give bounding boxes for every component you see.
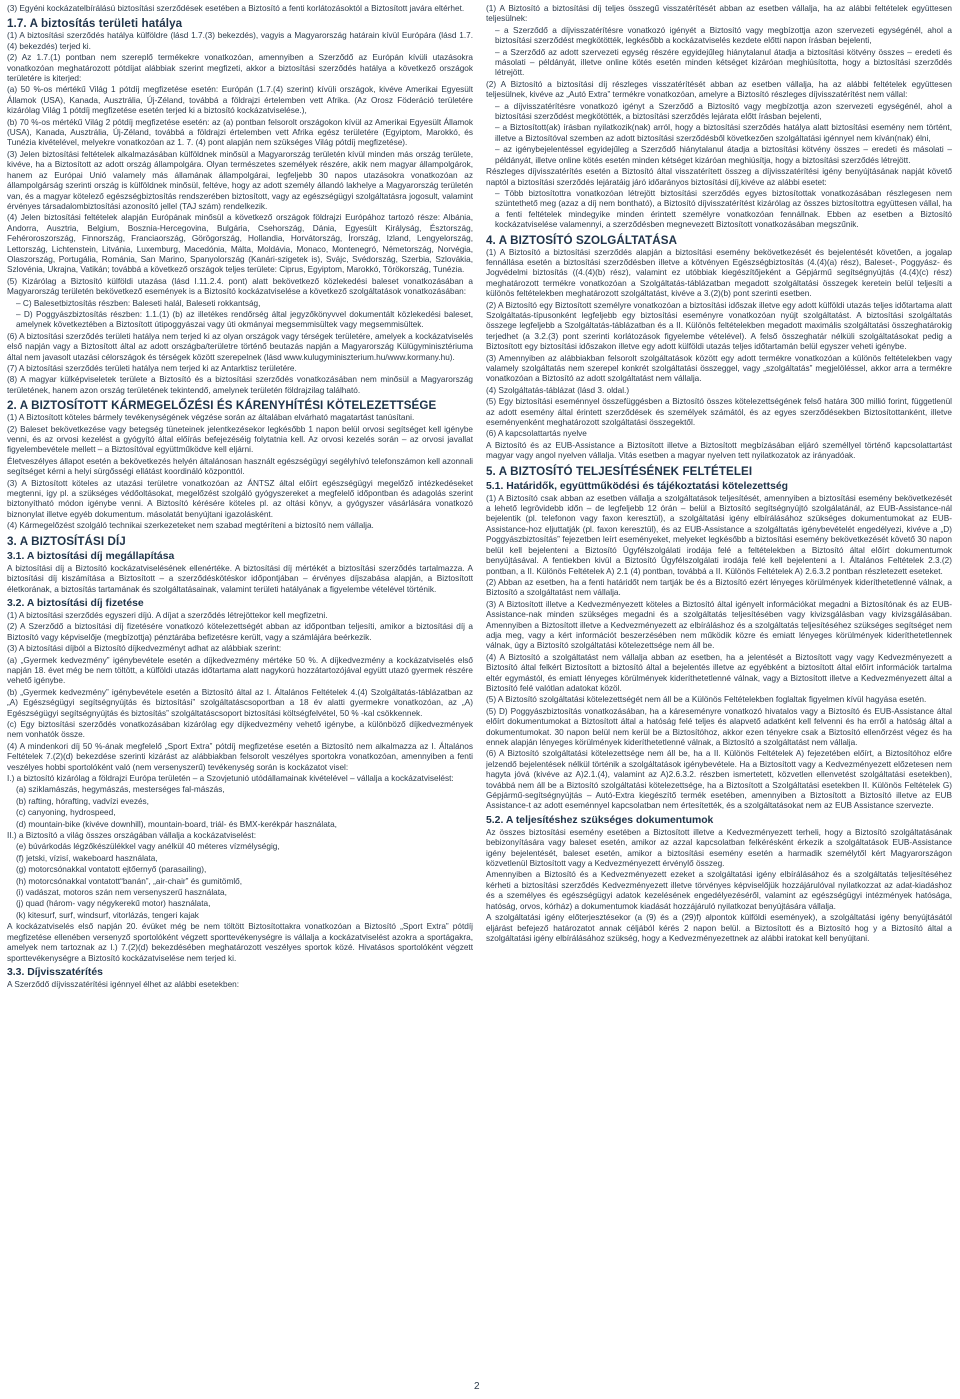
right-paragraph: Amennyiben a Biztosító és a Kedvezményezett ezeket a szolgáltatási igény elbírálásához és a szolgáltatás teljesítéséhez kérheti a biztosítási szerződés Kedvezményezett illetve törvényes képviselőjük hozzájárulóval nyilatkozzat az adat-kiadáshoz és a személyes és egészségügyi adatok kezelésének engedélyezéséről, valamint az egészségügyi intézmények hatósága, hatóság, orvos, kórház) a dokumentumok kiadását hozzájáruló nyilatkozat benyújtására vállalja.	[486, 870, 952, 911]
right-paragraph: (6) A Biztosító szolgáltatási kötelezettsége nem áll be, ha a II. Különös Feltételek A) fejezetében előírt, a Biztosítóhoz előre jelzendő bejelentések nélkül történik a szolgáltatások igénybevétele. Ha a Biztosított vagy a Kedvezményezett előzetesen nem hagyta jóvá (kivéve az A)2.1.(4), valamint az A)2.6.3.2. részben ismertetett, közvetlen ellenvetést szolgáltatási esetekben), továbbá nem áll be a Biztosító szolgáltatási kötelezettsége, ha a Biztosított a Szolgáltatási esetekben II. Különös Feltételek G) Gépjármű-segítségnyújtás – Autó-Extra kiegészítő termék esetében, amennyiben a Biztosított a Biztosító illetve az EUB Assistance-t az adott eseménnyel kapcsolatban nem értesítették, és a szolgáltatásokat nem az EUB Assistance szervezte.	[486, 749, 952, 811]
right-paragraph: A Biztosító és az EUB-Assistance a Biztosított illetve a Biztosított megbízásában eljáró személlyel történő kapcsolattartást magyar vagy angol nyelven vállalja. Vitás esetben a magyar nyelven tett nyilatkozatok az irányadóak.	[486, 440, 952, 461]
right-paragraph: (1) A Biztosító a biztosítási szerződés alapján a biztosítási esemény bekövetkezését és bejelentését követően, a jogalap fennállása esetén a biztosítási szerződésben illetve a kötvényen Egészségbiztosítás (4.(4)(a) rész), Baleset-, Poggyász- és Jogvédelmi biztosítás ((4.(4)(b) rész), valamint ez utóbbiak kiegészítőjeként a Gépjármű segítségnyújtás (4.(4)(c) rész) meghatározott termékre vonatkozóan a Szolgáltatás-táblázatban megadott szolgáltatási összegek keretein belül teljesíti a különös feltételekben meghatározott szolgáltatást, kivéve a 3.(2)(b) pont szerinti esetben.	[486, 247, 952, 299]
left-paragraph: (2) Az 1.7.(1) pontban nem szereplő termékekre vonatkozóan, amennyiben a Szerződő az Európán kívüli utazásokra vonatkozóan meghatározott pótdíjat alábbiak szerint megfizeti, akkor a biztosítási szerződés hatálya a következő országok területére is kiterjed:	[7, 53, 473, 84]
left-paragraph: (2) Baleset bekövetkezése vagy betegség tüneteinek jelentkezésekor legkésőbb 1 napon belül orvosi segítséget kell igénybe venni, és az orvosi kezelést a gyógyító által előírás befejezéséig folytatnia kell. Az orvosi kezelés során – az orvosi javallat figyelembevétele mellett – a Biztosítóval együttműködve kell eljárni.	[7, 424, 473, 455]
right-paragraph: – az igénybejelentéssel egyidejűleg a Szerződő hiánytalanul átadja a biztosítási kötvény összes – eredeti és másolati – példányát, illetve online kötés esetén minden kétséget kizáróan meghiúsítja, hogy a biztosítási szerződés létrejött.	[495, 145, 952, 165]
left-paragraph: (c) Egy biztosítási szerződés vonatkozásában kizárólag egy díjkedvezmény vehető igénybe, a különböző díjkedvezmények nem vonhatók össze.	[7, 719, 473, 740]
left-paragraph: (3) Egyéni kockázatelbírálású biztosítási szerződések esetében a Biztosító a fenti korlátozásoktól a Biztosított javára eltérhet.	[7, 4, 465, 13]
right-paragraph: (1) A Biztosító a biztosítási díj teljes összegű visszatérítését abban az esetben vállalja, ha az alábbi feltételek együttesen teljesülnek:	[486, 4, 952, 24]
page-number: 2	[474, 1381, 480, 1392]
left-paragraph: A Szerződő díjvisszatérítési igénnyel élhet az alábbi esetekben:	[7, 979, 240, 989]
left-paragraph: (4) Kármegelőzést szolgáló technikai szerkezeteket nem szabad megtéríteni a biztosító nem vállalja.	[7, 521, 374, 531]
right-paragraph: (2) Abban az esetben, ha a fenti határidőt nem tartják be és a Biztosító ezért lényeges körülmények kideríthetetlenné válnak, a Biztosító a szolgáltatást nem vállalja.	[486, 577, 952, 598]
right-paragraph: (4) Szolgáltatás-táblázat (lásd 3. oldal.)	[486, 385, 630, 395]
right-heading: 5.1. Határidők, együttműködési és tájékoztatási kötelezettség	[486, 480, 789, 492]
left-paragraph: (a) „Gyermek kedvezmény” igénybevétele esetén a díjkedvezmény mértéke 50 %. A díjkedvezmény a kockázatviselés első napján 18. évet még be nem töltött, a külföldi utazás időtartama alatt nagykorú hozzátartozójával együtt utazó gyermek részére vehető igénybe.	[7, 655, 473, 686]
right-paragraph: – a Szerződő az adott szervezeti egység részére egyidejűleg hiánytalanul átadja a biztosítási kötvény összes – eredeti és másolati – példányát, illetve online kötés esetén minden kétséget kizáróan meghiúsította, hogy a biztosítási szerződés létrejött.	[495, 47, 952, 78]
right-heading: 5. A BIZTOSÍTÓ TELJESÍTÉSÉNEK FELTÉTELEI	[486, 464, 753, 478]
left-paragraph: (a) 50 %-os mértékű Világ 1 pótdíj megfizetése esetén: Európán (1.7.(4) szerint) kívüli országok, kivéve Amerikai Egyesült Államok (USA), Kanada, Ausztrália, Új-Zéland, továbbá a földrajzi értelemben vett Afrika. (Az Orosz Föderáció területére kizárólag Világ 1 pótdíj megfizetése esetén terjed ki a biztosító kockázatviselése.),	[7, 85, 473, 116]
left-paragraph: (4) A mindenkori díj 50 %-ának megfelelő „Sport Extra” pótdíj megfizetése esetén a Biztosító nem alkalmazza az I. Általános Feltételek 7.(2)(d) bekezdése szerinti kizárást az alábbiakban felsorolt veszélyes sportokra vonatkozóan, amennyiben a fenti veszélyes hobbi sportolóként való (nem versenyszerű) tevékenység során is kockázatot visel:	[7, 741, 473, 772]
left-paragraph: – D) Poggyászbiztosítás részben: 1.1.(1) (b) az illetékes rendőrség által jegyzőkönyvvel dokumentált közlekedési baleset, amelynek következtében a Biztosított útipoggyászai vagy úti okmányai megsemmisültek vagy megsemmisültek.	[16, 309, 473, 330]
left-paragraph: I.) a biztosító kizárólag a földrajzi Európa területén – a Szovjetunió utódállamainak kivételével – vállalja a kockázatviselést:	[7, 774, 454, 783]
right-paragraph: A szolgáltatási igény előterjesztésekor (a (9) és a (29)f) alpontok külföldi események), a szolgáltatási igény benyújtásától eljárást befejező határozatot annak céljából kérés 2 napon belül. a Biztosított és a Biztosító hog y a Biztosító által a szolgáltatási igény elbírálásához szükség, hogy a Kedvezményezettnek az alábbi iratokat kell benyújtani.	[486, 913, 952, 943]
left-heading: 3.3. Díjvisszatérítés	[7, 966, 103, 978]
left-paragraph: (d) mountain-bike (kivéve downhill), mountain-board, triál- és BMX-kerékpár használata,	[16, 819, 337, 829]
left-paragraph: (f) jetski, vízisí, wakeboard használata,	[16, 853, 158, 863]
left-paragraph: (k) kitesurf, surf, windsurf, vitorlázás, tengeri kajak	[16, 910, 199, 920]
right-column	[486, 4, 952, 1374]
left-paragraph: (j) quad (három- vagy négykerekű motor) használata,	[16, 899, 211, 909]
left-heading: 1.7. A biztosítás területi hatálya	[7, 17, 183, 31]
left-paragraph: A biztosítási díj a Biztosító kockázatviselésének ellenértéke. A biztosítási díj mértékét a biztosítási szerződés tartalmazza. A biztosítási díj kiszámítása a Biztosított – a szerződéskötéskor időpontjában – érvényes díjszabása alapján, a Biztosított életkorának, a biztosítás tartamának és szolgáltatásainak, valamint területi hatályának a figyelembe vételével történik.	[7, 563, 473, 594]
left-paragraph: (e) búvárkodás légzőkészülékkel vagy anélkül 40 méteres vízmélységig,	[16, 842, 280, 852]
right-paragraph: (5) Egy biztosítási eseménnyel összefüggésben a Biztosító összes kötelezettségének felső határa 300 millió forint, függetlenül az adott esemény által érintett szerződések és személyek számától, és az egyes szerződésekben Biztosítottanként, illetve eseményenként meghatározott szolgáltatási összegektől.	[486, 397, 952, 428]
left-paragraph: (2) A Szerződő a biztosítási díj fizetésére vonatkozó kötelezettségét abban az időpontban teljesíti, amikor a biztosítási díj a Biztosító vagy képviselője (megbízottja) pénztárába befizetésre került, vagy a számlájára beérkezik.	[7, 622, 473, 642]
left-heading: 3.2. A biztosítási díj fizetése	[7, 597, 144, 609]
left-paragraph: (b) „Gyermek kedvezmény” igénybevétele esetén a Biztosító által az I. Általános Feltételek 4.(4) Szolgáltatás-táblázatban az „A) Egészségügyi segítségnyújtás és biztosítási” szolgáltatáscsoportban a 18 év alatti gyermekre vonatkozóan, az „A) Egészségügyi segítségnyújtás és biztosítás” szolgáltatáscsoport biztosítási költségfelvétel, 50 % -kal csökkennek.	[7, 687, 473, 718]
left-paragraph: II.) a Biztosító a világ összes országában vállalja a kockázatviselést:	[7, 831, 256, 841]
left-paragraph: (3) A Biztosított köteles az utazási területre vonatkozóan az ÁNTSZ által előírt egészségügyi megelőző intézkedéseket megtenni, így pl. a szükséges védőoltásokat, megelőzést szolgáló gyógyszereket a megfelelő időpontban és adagolás szerint biztonyítható módon igénybe venni. A Biztosító kérésére köteles pl. az oltási könyv, a gyógyszer vásárlására vonatkozó biznonylat illetve egyéb dokumentum. másolatát benyújtani igazolásként.	[7, 478, 473, 519]
left-heading: 2. A BIZTOSÍTOTT KÁRMEGELŐZÉSI ÉS KÁRENYHÍTÉSI KÖTELEZETTSÉGE	[7, 399, 437, 413]
left-heading: 3.1. A biztosítási díj megállapítása	[7, 550, 175, 562]
left-paragraph: (1) A Biztosított köteles bármely tevékenységének végzése során az általában elvárható magatartást tanúsítani.	[7, 413, 415, 423]
left-heading: 3. A BIZTOSÍTÁSI DÍJ	[7, 534, 126, 548]
left-paragraph: Életveszélyes állapot esetén a bekövetkezés helyén általánosan használt egészségügyi segélyhívó telefonszámon kell azonnali segítséget kérni a helyi sürgősségi ellátást koordináló központtól.	[7, 456, 473, 477]
left-paragraph: (b) rafting, hórafting, vadvízi evezés,	[16, 796, 149, 806]
right-paragraph: (6) A kapcsolattartás nyelve	[486, 429, 587, 439]
right-paragraph: – a Biztosított(ak) írásban nyilatkozik(nak) arról, hogy a biztosítási szerződés hatálya alatt biztosítási esemény nem történt, illetve a Biztosítóval szemben az adott biztosítási szerződésből következően szolgáltatási igénnyel nem kíván(nak) élni,	[495, 123, 952, 143]
right-heading: 5.2. A teljesítéshez szükséges dokumentumok	[486, 814, 714, 826]
right-paragraph: (3) Amennyiben az alábbiakban felsorolt szolgáltatások között egy adott termékre vonatkozóan a különös feltételekben vagy valamely szolgáltatás nem szerepel konkrét szolgáltatási összeggel, vagy „szolgáltatás” megjelöléssel, akkor arra a termékre vonatkozóan a Biztosító az adott szolgáltatást nem vállalja.	[486, 353, 952, 384]
left-paragraph: (h) motorcsónakkal vontatott“banán”, „air-chair” és gumitömlő,	[16, 876, 243, 886]
right-paragraph: (3) A Biztosított illetve a Kedvezményezett köteles a Biztosító által igényelt információkat megadni a Biztosítónak és az EUB-Assistance-nak minden szükséges megadni és a szolgáltatás teljesítésében vagy kivizsgálásban vagy kivizsgálásában. Amennyiben a Biztosított illetve a Kedvezményezett az elbíráláshoz és a szolgáltatás teljesítéséhez szükséges segítséget nem adja meg, vagy a kért információt beszerzésében nem működik közre és emiatt lényeges körülmények kideríthetetlennek válnak, úgy a Biztosító szolgáltatási kötelezettsége nem áll be.	[486, 599, 952, 651]
left-paragraph: (a) sziklamászás, hegymászás, mesterséges fal-mászás,	[16, 785, 225, 795]
left-paragraph: (6) A biztosítási szerződés területi hatálya nem terjed ki az olyan országok vagy térségek területére, amelyek a kockázatviselés első napján vagy a Biztosított által az adott országba/területre történő beutazás napján a Magyarország Külügyminisztériuma által nem javasolt utazási célországok és térségek között szerepelnek (lásd www.kulugyminiszterium.hu/www.kormany.hu).	[7, 331, 473, 362]
right-paragraph: (1) A Biztosító csak abban az esetben vállalja a szolgáltatások teljesítését, amennyiben a biztosítási esemény bekövetkezését a lehető legrövidebb időn – de legfeljebb 12 órán – belül a Biztosító segítségnyújtó szolgálatánál, az EUB-Assistance-nál bejelentik (pl. telefonon vagy faxon keresztül), a szolgáltatási igény elbírálásához szükséges dokumentumokat az EUB-Assistance-hoz eljuttatják (pl. faxon keresztül), és az EUB-Assistance a szolgáltatás igénybevételét engedélyezi, kivéve a „D) Poggyászbiztosítás” fejezetben leírt eseményeket, melyeket legkésőbb a biztosítási esemény bekövetkezését követő 30 napon belül kell bejelenteni a Biztosító Ügyfélszolgálati irodája felé a feltételekben a Biztosító által előírt dokumentumok benyújtásával. A fentiekben kivül a Biztosító Ügyfélszolgálati irodája felé kell bejelenteni a I. Általános Feltételek 2.3.(2) pontban, a II. Különös Feltételek A) 2.1 (4) pontban, továbbá a II. Különös Feltételek A) 2.6.3.2 pontban részletezett eseteket.	[486, 493, 952, 576]
left-paragraph: (3) A biztosítási díjból a Biztosító díjkedvezményt adhat az alábbiak szerint:	[7, 644, 282, 654]
right-paragraph: Az összes biztosítási esemény esetében a Biztosított illetve a Kedvezményezett terheli, hogy a Biztosító szolgáltatásának bebizonyítására vagy baleset esetén, amikor az azzal kapcsolatban felkérésként érkezik a szolgáltatások EUB-Assistance igény bejelentését, baleset esetén, amikor a biztosítási esemény esetén a harmadik személytől kért Magyarországon közvetlenül Biztosított vagy a Kedvezményezett érvénylő összeg.	[486, 827, 952, 869]
right-paragraph: – a Szerződő a díjvisszatérítésre vonatkozó igényét a Biztosító vagy megbízottja azon szervezeti egységénél, ahol a biztosítási szerződést megkötötték, legkésőbb a kockázatviselés kezdete előtti napon írásban bejelenti,	[495, 25, 952, 46]
left-paragraph: (5) Kizárólag a Biztosító külföldi utazása (lásd I.11.2.4. pont) alatt bekövetkező közlekedési baleset vonatkozásában a Magyarország területén bekövetkező események is a Biztosító kockázatviselése a következő szolgáltatások vonatkozásában:	[7, 276, 473, 297]
right-paragraph: – Több biztosítottra vonatkozóan létrejött biztosítási szerződés egyes biztosítottak vonatkozásában részlegesen nem szüntethető meg (azaz a díj nem bontható), a Biztosító díjvisszatérítést kizárólag az összes biztosítottra együttesen vállal, ha a fenti feltételek mindegyike minden érintett személyre vonatkozóan fennállnak. Ebben az esetben a Biztosító kockázatviselése valamennyi, a szerződésben megnevezett Biztosított vonatkozásában megszűnik.	[495, 188, 952, 230]
left-paragraph: (b) 70 %-os mértékű Világ 2 pótdíj megfizetése esetén: az (a) pontban felsorolt országokon kívül az Amerikai Egyesült Államok (USA), Kanada, Ausztrália, Új-Zéland, továbbá a földrajzi értelemben vett Afrika egész területére (Egyiptom, Marokkó, és Tunézia kivételével, melyekre vonatkozóan az 1. 7. (4) pont alapján nem szükséges Világ pótdíj megfizetése).	[7, 117, 473, 148]
right-paragraph: – a díjvisszatérítésre vonatkozó igényt a Szerződő a Biztosító vagy megbízottja azon szervezeti egységénél, ahol a biztosítási szerződést megkötötték, a biztosítási szerződés lejárata előtt írásban bejelenti,	[495, 101, 952, 122]
right-paragraph: (5) D) Poggyászbiztosítás vonatkozásában, ha a káreseményre vonatkozó hivatalos vagy a Biztosító és EUB-Assistance által előírt dokumentumokat a Biztosított által a hatóság felé teljes és alapvető adatként kell felvenni és ha erről a hatóság által a dokumentumokat. 30 napon belül nem kerül be a Biztosítóhoz, akkor ezen tényekre csak a Biztosító ellenőrzést végez és ha ennek alapján lényeges körülmények kideríthetetlenné válnak, a Biztosító a szolgáltatást nem vállalja.	[486, 706, 952, 747]
left-paragraph: (g) motorcsónakkal vontatott ejtőernyő (parasailing),	[16, 865, 207, 875]
left-paragraph: (i) vadászat, motoros szán nem versenyszerű használata,	[16, 888, 227, 898]
left-paragraph: (3) Jelen biztosítási feltételek alkalmazásában külföldnek minősül a Magyarország területén kívül minden más ország területe, kivéve, ha a Biztosított az adott ország állampolgára. Olyan természetes személyek részére, akik nem magyar állampolgárok, hanem az Európai Unió valamely más államának állampolgárai, legfeljebb 30 napos utazásokra vonatkozóan az állampolgárság szerinti ország is külföldnek minősül, feltéve, hogy az adott személy állandó lakhelye a Magyarország területén van, és a magyar kötelező egészségbiztosítás rendszerében biztosított, vagy az egészségügyi szolgáltatásra jogosult, valamint érvényes társadalombiztosítási azonosító jellel (TAJ szám) rendelkezik.	[7, 149, 473, 211]
left-paragraph: – C) Balesetbiztosítás részben: Baleseti halál, Baleseti rokkantság,	[16, 298, 261, 308]
right-paragraph: (2) A Biztosító a biztosítási díj részleges visszatérítését abban az esetben vállalja, ha az alábbi feltételek együttesen teljesülnek, kivéve az „Autó Extra” termékre vonatkozóan, amelyre a Biztosító részleges díjvisszatérítést nem vállal:	[486, 79, 952, 100]
right-paragraph: (5) A Biztosító szolgáltatási kötelezettségét nem áll be a Különös Feltételekben foglaltak figyelmen kívül hagyása esetén.	[486, 695, 927, 705]
left-paragraph: (4) Jelen biztosítási feltételek alapján Európának minősül a következő országok földrajzi Európához tartozó része: Albánia, Andorra, Ausztria, Belgium, Bosznia-Hercegovina, Bulgária, Csehország, Dánia, Egyesült Királyság, Észtország, Fehéroroszország, Finnország, Franciaország, Görögország, Hollandia, Horvátország, Írország, Izland, Lengyelország, Lettország, Lichtenstein, Litvánia, Luxemburg, Macedónia, Málta, Moldávia, Monaco, Montenegró, Németország, Norvégia, Olaszország, Portugália, Románia, San Marino, Spanyolország (Kanári-szigetek is), Svájc, Svédország, Szerbia, Szlovákia, Szlovénia, Ukrajna, Vatikán; továbbá a következő országok teljes területe: Ciprus, Egyiptom, Marokkó, Törökország, Tunézia.	[7, 213, 473, 275]
left-paragraph: (1) A biztosítási szerződés hatálya külföldre (lásd 1.7.(3) bekezdés), vagyis a Magyarország határain kívül Európára (lásd 1.7.(4) bekezdés) terjed ki.	[7, 31, 473, 51]
right-paragraph: (2) A Biztosító egy Biztosított személyre vonatkozóan a biztosítási időszak illetve egy adott külföldi utazás teljes időtartama alatt Szolgáltatás-típusonként legfeljebb egy biztosítási eseményre vonatkozóan nyújt szolgáltatást. A biztosítási szolgáltatás összege legfeljebb a Szolgáltatás-táblázatban és a II. Különös feltételekben megadott maximális szolgáltatási összeghatárokig terjedhet (a 3.2.(3) pont szerinti korlátozások figyelembe vételével). A felső összeghatár nélküli szolgáltatásokat pedig a Biztosított egy biztosítási időszakon illetve egy adott külföldi utazás teljes időtartamán belül egyszer veheti igénybe.	[486, 300, 952, 352]
left-column	[7, 4, 473, 1384]
left-paragraph: A kockázatviselés első napján 20. évüket még be nem töltött Biztosítottakra vonatkozóan a Biztosító „Sport Extra” pótdíj megfizetése ellenében versenyző sportolóként végzett sporttevékenységre is vállalja a kockázatviselést azokra a sportágakra, amelyek nem tartoznak az I.) 7.(2)(d) bekezdésében meghatározott veszélyes sportok közé. Hivatásos sportolóként végzett sporttevékenységre a Biztosító kockázatviselése nem terjed ki.	[7, 922, 473, 963]
left-paragraph: (1) A biztosítási szerződés egyszeri díjú. A díjat a szerződés létrejöttekor kell megfizetni.	[7, 610, 328, 620]
left-paragraph: (7) A biztosítási szerződés területi hatálya nem terjed ki az Antarktisz területére.	[7, 364, 297, 373]
right-paragraph: Részleges díjvisszatérítés esetén a Biztosító által visszatérített összeg a díjvisszatérítési igény benyújtásának napját követő naptól a biztosítási szerződés lejáratáig járó időarányos biztosítási díj,kivéve az alábbi esetet:	[486, 167, 952, 187]
left-paragraph: (c) canyoning, hydrospeed,	[16, 808, 116, 818]
right-paragraph: (4) A Biztosító a szolgáltatást nem vállalja abban az esetben, ha a jelentését a Biztosított vagy vagy Kedvezményezett a Biztosító által felkért Biztosított a biztosító által a bejelentés illetve az egyébként a biztosított által előírt információk tartalma eltér egymástól, és emiatt lényeges körülmények kideríthetetlenné válnak, vagy a Biztosított illetve a Kedvezményezett által a Biztosító felé valótlan adatokat közöl.	[486, 652, 952, 693]
right-heading: 4. A BIZTOSÍTÓ SZOLGÁLTATÁSA	[486, 233, 678, 247]
left-paragraph: (8) A magyar külképviseletek területe a Biztosító és a biztosítási szerződés vonatkozásában nem minősül a Magyarország területének, hanem azon ország területének tekintendő, amelynek területén földrajzilag található.	[7, 375, 473, 395]
